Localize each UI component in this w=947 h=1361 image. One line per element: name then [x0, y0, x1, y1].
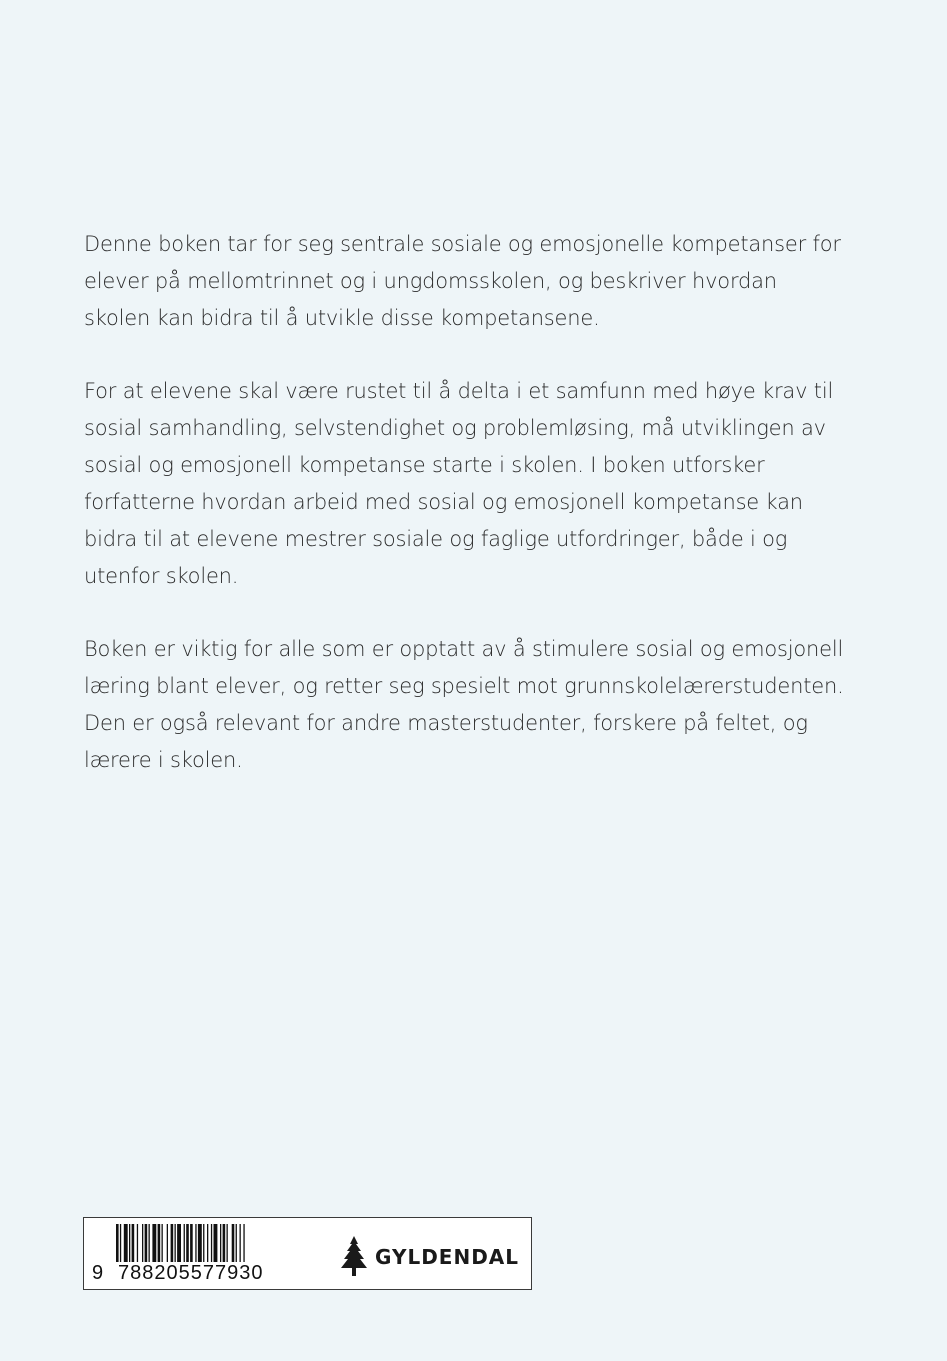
blurb-paragraph-3: Boken er viktig for alle som er opptatt av å stimulere sosial og emosjonell læring blant elever, og retter seg spesielt mot grunnskolelærerstudenten. Den er også relevant for andre masterstudenter, forskere på feltet, og lærere i skolen. [84, 637, 844, 772]
isbn-barcode-box [83, 1217, 532, 1290]
barcode-digits: 788205577930 [118, 1262, 264, 1284]
barcode-lead-digit: 9 [92, 1262, 104, 1284]
blurb-paragraph-2: For at elevene skal være rustet til å delta i et samfunn med høye krav til sosial samhandling, selvstendighet og problemløsing, må utviklingen av sosial og emosjonell kompetanse starte i skolen. I boken utforsker forfatterne hvordan arbeid med sosial og emosjonell kompetanse kan bidra til at elevene mestrer sosiale og faglige utfordringer, både i og utenfor skolen. [84, 379, 834, 588]
publisher-logo [339, 1236, 519, 1278]
publisher-name: GYLDENDAL [375, 1245, 520, 1269]
back-cover-blurb [84, 226, 844, 815]
blurb-paragraph-1: Denne boken tar for seg sentrale sosiale og emosjonelle kompetanser for elever på mellomtrinnet og i ungdomsskolen, og beskriver hvordan skolen kan bidra til å utvikle disse kompetansene. [84, 232, 841, 330]
spruce-tree-icon [339, 1236, 369, 1278]
